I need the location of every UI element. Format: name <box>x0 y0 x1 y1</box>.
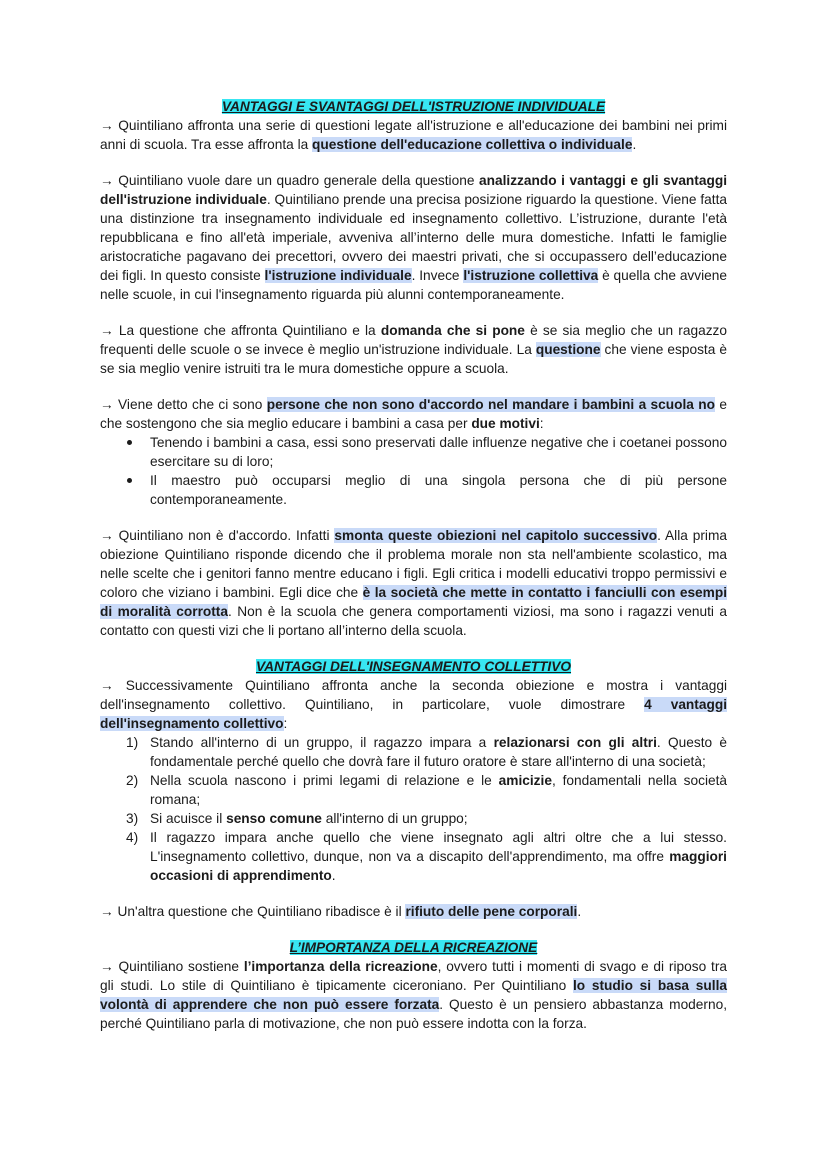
list-number: 4) <box>126 830 139 845</box>
list-item-text: Si acuisce il <box>150 811 227 826</box>
paragraph-text: → Un'altra questione che Quintiliano ribadisce è il <box>100 904 406 919</box>
paragraph-text: : <box>539 416 544 431</box>
paragraph-topic-intro <box>100 116 727 154</box>
bold-phrase: l’importanza della ricreazione <box>243 959 438 974</box>
paragraph-text: che viene esposta è se sia meglio venire istruiti tra le mura domestiche oppure a scuola. <box>100 342 727 376</box>
paragraph-text: . Questo è un pensiero abbastanza moderno, perché Quintiliano parla di motivazione, che non può essere indotta con la forza. <box>100 997 727 1031</box>
paragraph-text: è se sia meglio che un ragazzo frequenti delle scuole o se invece è meglio un'istruzione individuale. La <box>100 323 727 357</box>
paragraph-text: e che sostengono che sia meglio educare i bambini a casa per <box>100 397 727 431</box>
paragraph-objections <box>100 395 727 433</box>
paragraph-text: . Alla prima obiezione Quintiliano risponde dicendo che il problema morale non sta nell'ambiente scolastico, ma nelle scelte che i genitori fanno mentre educano i figli. Egli critica i modelli educativi troppo permissivi e coloro che viziano i bambini. Egli dice che <box>100 528 727 600</box>
list-item-text: Nella scuola nascono i primi legami di relazione e le <box>150 773 499 788</box>
heading-text: L’IMPORTANZA DELLA RICREAZIONE <box>289 940 538 955</box>
list-item-text: Tenendo i bambini a casa, essi sono preservati dalle influenze negative che i coetanei possono esercitare su di loro; <box>150 435 727 469</box>
paragraph-text: → Quintiliano non è d'accordo. Infatti <box>100 528 335 543</box>
bold-phrase: maggiori occasioni di apprendimento <box>150 849 727 883</box>
section-heading-recreation <box>100 938 727 957</box>
paragraph-text: → Quintiliano affronta una serie di questioni legate all'istruzione e all'educazione dei bambini nei primi anni di scuola. Tra esse affronta la <box>100 118 727 152</box>
bold-phrase: domanda che si pone <box>380 323 525 338</box>
numbered-list-advantages <box>100 733 727 885</box>
paragraph-text: , ovvero tutti i momenti di svago e di riposo tra gli studi. Lo stile di Quintiliano è tipicamente ciceroniano. Per Quintiliano <box>100 959 727 993</box>
bullet-icon <box>127 478 132 483</box>
bold-phrase: relazionarsi con gli altri <box>493 735 657 750</box>
list-number: 1) <box>126 735 139 750</box>
paragraph-text: . Invece <box>411 268 464 283</box>
key-phrase: lo studio si basa sulla volontà di apprendere che non può essere forzata <box>100 978 727 1012</box>
paragraph-text: è quella che avviene nelle scuole, in cui l'insegnamento riguarda più alunni contemporaneamente. <box>100 268 727 302</box>
list-item-text: Stando all'interno di un gruppo, il ragazzo impara a <box>150 735 494 750</box>
list-item-text: , fondamentali nella società romana; <box>150 773 728 807</box>
paragraph-text: → Quintiliano sostiene <box>100 959 244 974</box>
paragraph-advantages-intro <box>100 676 727 733</box>
list-item <box>100 771 727 809</box>
paragraph-text: . Quintiliano prende una precisa posizione riguardo la questione. Viene fatta una distinzione tra insegnamento individuale ed insegnamento collettivo. L’istruzione, durante l'età repubblicana e fino all'età imperiale, avveniva all’interno delle mura domestiche. Infatti le famiglie aristocratiche pagavano dei precettori, ovvero dei maestri privati, che si occupassero dell’educazione dei figli. In questo consiste <box>100 192 727 283</box>
bullet-icon <box>127 440 132 445</box>
key-phrase: l'istruzione collettiva <box>463 268 599 283</box>
key-phrase: smonta queste obiezioni nel capitolo successivo <box>334 528 658 543</box>
key-phrase: questione <box>535 342 601 357</box>
paragraph-text: → Successivamente Quintiliano affronta anche la seconda obiezione e mostra i vantaggi dell'insegnamento collettivo. Quintiliano, in particolare, vuole dimostrare <box>100 678 727 712</box>
paragraph-rebuttal <box>100 526 727 640</box>
section-heading-collective <box>100 657 727 676</box>
key-phrase: è la società che mette in contatto i fanciulli con esempi di moralità corrotta <box>100 585 728 619</box>
paragraph-corporal-punishment <box>100 902 727 921</box>
heading-text: VANTAGGI DELL'INSEGNAMENTO COLLETTIVO <box>255 659 572 674</box>
list-item <box>100 828 727 885</box>
key-phrase: rifiuto delle pene corporali <box>405 904 578 919</box>
list-item <box>100 471 727 509</box>
list-number: 3) <box>126 811 139 826</box>
key-phrase: questione dell'educazione collettiva o individuale <box>312 137 633 152</box>
list-item-text: . <box>331 868 336 883</box>
heading-text: VANTAGGI E SVANTAGGI DELL'ISTRUZIONE INDIVIDUALE <box>221 99 606 114</box>
list-item-text: Il maestro può occuparsi meglio di una singola persona che di più persone contemporaneamente. <box>150 473 727 507</box>
bold-phrase: amicizie <box>498 773 552 788</box>
list-item <box>100 809 727 828</box>
list-item <box>100 433 727 471</box>
paragraph-text: : <box>283 716 288 731</box>
bold-phrase: senso comune <box>226 811 322 826</box>
section-heading-individual <box>100 97 727 116</box>
key-phrase: persone che non sono d'accordo nel mandare i bambini a scuola no <box>266 397 716 412</box>
paragraph-individual-vs-collective <box>100 171 727 304</box>
list-item-text: . Questo è fondamentale perché quello che dovrà fare il futuro oratore è stare all'interno di una società; <box>150 735 728 769</box>
paragraph-text: → Viene detto che ci sono <box>100 397 267 412</box>
paragraph-text: → Quintiliano vuole dare un quadro generale della questione <box>100 173 480 188</box>
list-number: 2) <box>126 773 139 788</box>
key-phrase: l'istruzione individuale <box>264 268 412 283</box>
list-item-text: all'interno di un gruppo; <box>321 811 468 826</box>
paragraph-text: . <box>632 137 637 152</box>
bold-phrase: analizzando i vantaggi e gli svantaggi dell'istruzione individuale <box>100 173 727 207</box>
paragraph-question <box>100 321 727 378</box>
bullet-list-objections <box>100 433 727 509</box>
paragraph-recreation <box>100 957 727 1033</box>
paragraph-text: → La questione che affronta Quintiliano e la <box>100 323 381 338</box>
list-item-text: Il ragazzo impara anche quello che viene insegnato agli altri oltre che a lui stesso. L'insegnamento collettivo, dunque, non va a discapito dell'apprendimento, ma offre <box>150 830 727 864</box>
key-phrase: 4 vantaggi dell'insegnamento collettivo <box>100 697 727 731</box>
bold-phrase: due motivi <box>471 416 540 431</box>
list-item <box>100 733 727 771</box>
paragraph-text: . <box>577 904 582 919</box>
paragraph-text: . Non è la scuola che genera comportamenti viziosi, ma sono i ragazzi venuti a contatto con questi vizi che li portano all’interno della scuola. <box>100 604 727 638</box>
